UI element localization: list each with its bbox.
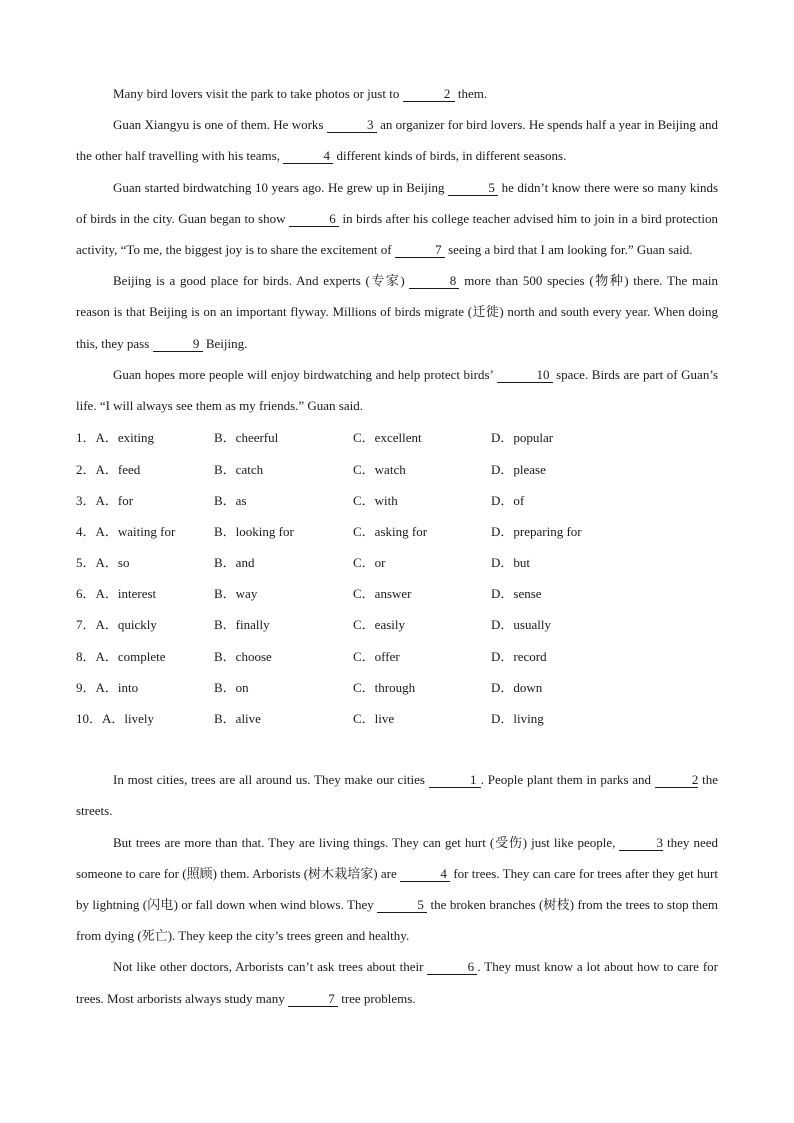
text: more than 500 species (物种) there. The main reason is that Beijing is on an important flyway. Millions of birds migrate (迁徙) north and south every year. When doing this, they pass (76, 273, 718, 351)
option-d[interactable]: D．record (491, 648, 547, 664)
text: he didn’t know there were so many kinds of birds in the city. Guan began to show (76, 179, 719, 226)
text: seeing a bird that I am looking for.” Guan said. (444, 242, 693, 258)
option-a[interactable]: 8．A．complete (76, 648, 166, 664)
option-a[interactable]: 1．A．exiting (76, 430, 154, 446)
blank-6: 6 (289, 212, 339, 227)
option-d[interactable]: D．preparing for (491, 523, 582, 539)
text: the streets. (76, 772, 718, 819)
paragraph (76, 172, 718, 266)
option-b[interactable]: B．alive (214, 711, 261, 727)
option-a[interactable]: 9．A．into (76, 679, 139, 695)
text: they need someone to care for (照顾) them. Arborists (树木栽培家) are (76, 834, 718, 881)
option-c[interactable]: C．or (353, 555, 386, 571)
option-c[interactable]: C．with (353, 492, 398, 508)
option-c[interactable]: C．offer (353, 648, 400, 664)
option-d[interactable]: D．please (491, 461, 546, 477)
paragraph (76, 764, 718, 826)
text: Guan Xiangyu is one of them. He works (113, 117, 327, 133)
paragraph (76, 109, 718, 171)
option-row (76, 546, 718, 577)
paragraph (76, 359, 718, 421)
option-row (76, 608, 718, 639)
text: Beijing is a good place for birds. And experts (专家) (113, 273, 410, 289)
option-c[interactable]: C．asking for (353, 523, 428, 539)
text: an organizer for bird lovers. He spends half a year in Beijing and the other half travelling with his teams, (76, 117, 718, 164)
blank-5: 5 (448, 181, 498, 196)
passage-2 (76, 764, 718, 1014)
paragraph (76, 265, 718, 359)
option-b[interactable]: B．as (214, 492, 247, 508)
option-row (76, 484, 718, 515)
blank-4: 4 (283, 149, 333, 164)
option-b[interactable]: B．finally (214, 617, 270, 633)
text: Guan hopes more people will enjoy birdwatching and help protect birds’ (113, 366, 497, 382)
option-row (76, 702, 718, 733)
option-d[interactable]: D．sense (491, 586, 542, 602)
option-b[interactable]: B．choose (214, 648, 272, 664)
blank-3: 3 (327, 118, 377, 133)
option-a[interactable]: 7．A．quickly (76, 617, 157, 633)
text: the broken branches (树枝) from the trees to stop them from dying (死亡). They keep the city’s trees green and healthy. (76, 896, 718, 944)
text: But trees are more than that. They are living things. They can get hurt (受伤) just like people, (113, 834, 620, 850)
option-a[interactable]: 3．A．for (76, 492, 134, 508)
text: them. (454, 86, 488, 101)
spacer (76, 733, 718, 764)
text: Many bird lovers visit the park to take photos or just to (113, 86, 403, 101)
paragraph (76, 951, 718, 1013)
option-row (76, 421, 718, 452)
passage-1 (76, 78, 718, 421)
text: in birds after his college teacher advised him to join in a bird protection activity, “To me, the biggest joy is to share the excitement of (76, 210, 718, 258)
option-a[interactable]: 4．A．waiting for (76, 523, 176, 539)
blank-8: 8 (409, 274, 459, 289)
blank-7: 7 (288, 992, 338, 1007)
option-c[interactable]: C．easily (353, 617, 405, 633)
paragraph (76, 78, 718, 109)
option-b[interactable]: B．catch (214, 461, 264, 477)
option-d[interactable]: D．popular (491, 430, 554, 446)
option-a[interactable]: 2．A．feed (76, 461, 141, 477)
blank-3: 3 (619, 836, 663, 851)
text: Not like other doctors, Arborists can’t ask trees about their (113, 959, 428, 975)
option-c[interactable]: C．watch (353, 461, 406, 477)
option-c[interactable]: C．answer (353, 586, 412, 602)
blank-9: 9 (153, 337, 203, 352)
option-a[interactable]: 6．A．interest (76, 586, 157, 602)
text: for trees. They can care for trees after they get hurt by lightning (闪电) or fall down when wind blows. They (76, 865, 718, 912)
text: different kinds of birds, in different seasons. (333, 148, 567, 164)
option-d[interactable]: D．but (491, 555, 531, 571)
option-row (76, 640, 718, 671)
option-a[interactable]: 10．A．lively (76, 711, 154, 727)
text: . People plant them in parks and (480, 772, 655, 788)
option-b[interactable]: B．on (214, 679, 249, 695)
option-d[interactable]: D．living (491, 711, 544, 727)
paragraph (76, 827, 718, 952)
option-c[interactable]: C．live (353, 711, 395, 727)
option-c[interactable]: C．excellent (353, 430, 422, 446)
blank-4: 4 (400, 867, 450, 882)
text: In most cities, trees are all around us. They make our cities (113, 772, 429, 788)
option-row (76, 515, 718, 546)
blank-6: 6 (427, 960, 477, 975)
option-row (76, 671, 718, 702)
option-d[interactable]: D．usually (491, 617, 551, 633)
blank-10: 10 (497, 368, 553, 383)
blank-7: 7 (395, 243, 445, 258)
blank-1: 1 (429, 773, 481, 788)
option-a[interactable]: 5．A．so (76, 555, 130, 571)
option-d[interactable]: D．down (491, 679, 543, 695)
options-list (76, 421, 718, 733)
blank-2: 2 (403, 87, 455, 102)
option-b[interactable]: B．way (214, 586, 258, 602)
option-d[interactable]: D．of (491, 492, 525, 508)
text: tree problems. (337, 990, 416, 1006)
text: Beijing. (202, 335, 248, 351)
option-b[interactable]: B．cheerful (214, 430, 279, 446)
option-row (76, 577, 718, 608)
option-row (76, 452, 718, 483)
option-b[interactable]: B．and (214, 555, 255, 571)
option-c[interactable]: C．through (353, 679, 416, 695)
blank-5: 5 (377, 898, 427, 913)
text: Guan started birdwatching 10 years ago. He grew up in Beijing (113, 179, 449, 195)
blank-2: 2 (655, 773, 699, 788)
option-b[interactable]: B．looking for (214, 523, 294, 539)
text: space. Birds are part of Guan’s life. “I will always see them as my friends.” Guan said. (76, 366, 718, 414)
worksheet-page (76, 78, 718, 1014)
text: . They must know a lot about how to care for trees. Most arborists always study many (76, 959, 718, 1006)
